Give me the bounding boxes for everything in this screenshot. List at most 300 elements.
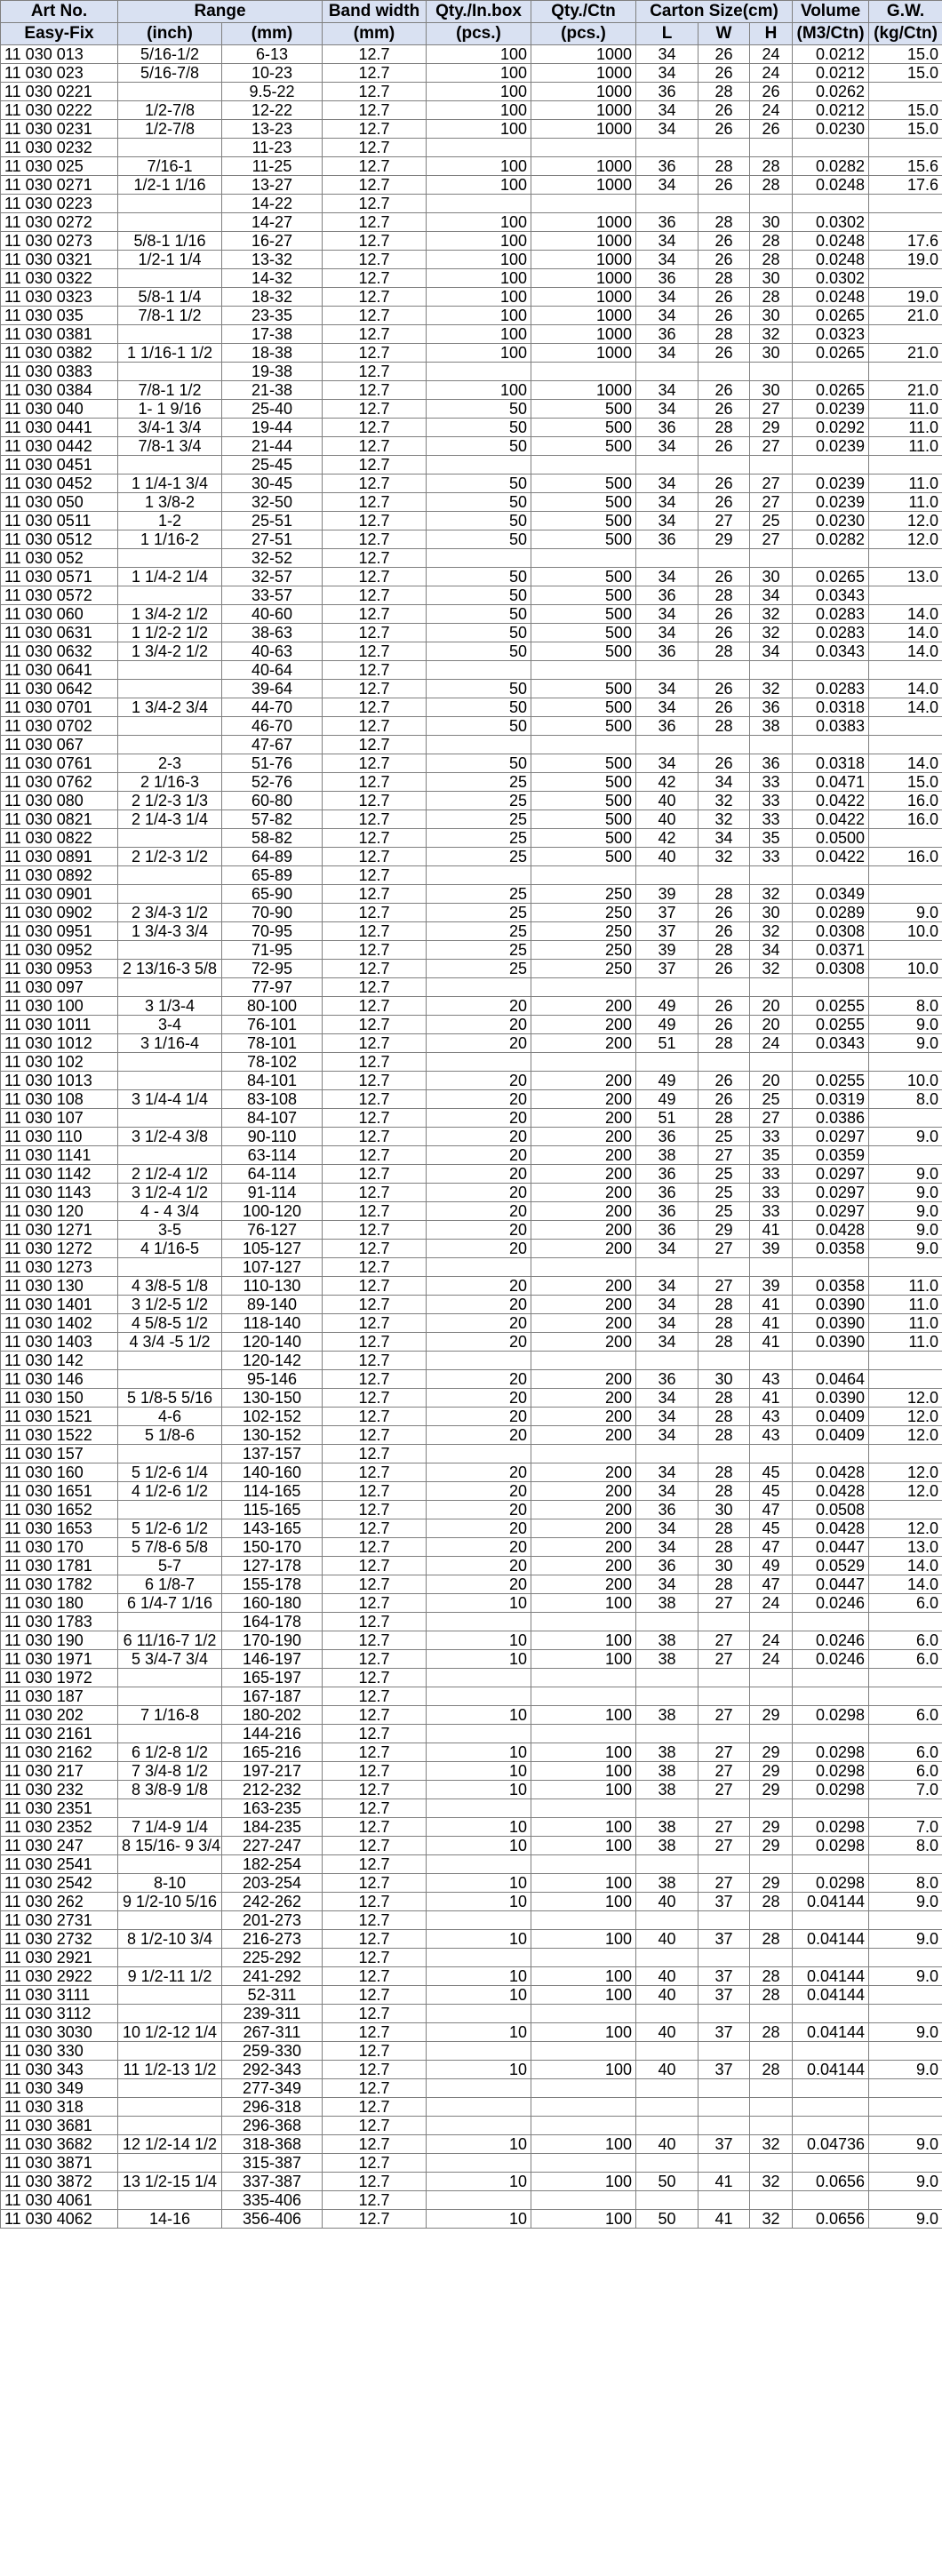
qty-ctn-cell: 200 (531, 1202, 636, 1221)
subcol-l: L (636, 23, 699, 45)
band-width-cell: 12.7 (323, 363, 427, 381)
carton-w-cell (699, 1687, 750, 1706)
gross-weight-cell (869, 1911, 942, 1930)
gross-weight-cell: 16.0 (869, 792, 942, 810)
volume-cell: 0.0447 (793, 1575, 869, 1594)
qty-inbox-cell: 10 (427, 2023, 531, 2042)
qty-ctn-cell: 1000 (531, 307, 636, 325)
gross-weight-cell (869, 269, 942, 288)
carton-w-cell: 37 (699, 2061, 750, 2079)
subcol-volume-unit: (M3/Ctn) (793, 23, 869, 45)
carton-l-cell: 34 (636, 400, 699, 419)
carton-h-cell: 33 (750, 1165, 793, 1184)
qty-inbox-cell: 100 (427, 344, 531, 363)
carton-w-cell: 28 (699, 1034, 750, 1053)
carton-w-cell: 26 (699, 45, 750, 64)
range-mm-cell: 58-82 (222, 829, 323, 848)
qty-ctn-cell: 250 (531, 885, 636, 904)
range-inch-cell: 3 1/3-4 (118, 997, 222, 1016)
art-no-cell: 11 030 0271 (1, 176, 118, 195)
gross-weight-cell: 9.0 (869, 1128, 942, 1146)
range-mm-cell: 76-101 (222, 1016, 323, 1034)
volume-cell: 0.0212 (793, 45, 869, 64)
carton-w-cell (699, 1613, 750, 1631)
band-width-cell: 12.7 (323, 1370, 427, 1389)
band-width-cell: 12.7 (323, 1072, 427, 1090)
range-inch-cell: 9 1/2-11 1/2 (118, 1967, 222, 1986)
range-inch-cell: 1 1/16-2 (118, 530, 222, 549)
table-row (1, 1146, 942, 1165)
volume-cell: 0.0248 (793, 232, 869, 251)
qty-inbox-cell: 20 (427, 1184, 531, 1202)
qty-inbox-cell (427, 1725, 531, 1743)
table-row (1, 2023, 942, 2042)
range-mm-cell: 64-89 (222, 848, 323, 866)
table-row (1, 1221, 942, 1240)
band-width-cell: 12.7 (323, 1911, 427, 1930)
qty-inbox-cell: 100 (427, 251, 531, 269)
carton-h-cell: 32 (750, 325, 793, 344)
table-row (1, 232, 942, 251)
volume-cell (793, 661, 869, 680)
carton-w-cell (699, 1258, 750, 1277)
carton-w-cell: 26 (699, 568, 750, 586)
art-no-cell: 11 030 0952 (1, 941, 118, 960)
carton-h-cell (750, 363, 793, 381)
volume-cell (793, 1911, 869, 1930)
carton-w-cell: 26 (699, 120, 750, 139)
band-width-cell: 12.7 (323, 2173, 427, 2191)
gross-weight-cell (869, 2042, 942, 2061)
art-no-cell: 11 030 1401 (1, 1296, 118, 1314)
band-width-cell: 12.7 (323, 2210, 427, 2229)
volume-cell: 0.0248 (793, 176, 869, 195)
qty-inbox-cell: 20 (427, 1519, 531, 1538)
carton-h-cell (750, 549, 793, 568)
qty-ctn-cell: 1000 (531, 325, 636, 344)
qty-ctn-cell: 200 (531, 1482, 636, 1501)
carton-h-cell: 43 (750, 1370, 793, 1389)
qty-ctn-cell: 500 (531, 419, 636, 437)
qty-ctn-cell: 200 (531, 1034, 636, 1053)
art-no-cell: 11 030 1653 (1, 1519, 118, 1538)
carton-w-cell: 32 (699, 848, 750, 866)
art-no-cell: 11 030 110 (1, 1128, 118, 1146)
qty-ctn-cell: 100 (531, 1874, 636, 1893)
band-width-cell: 12.7 (323, 1296, 427, 1314)
range-mm-cell: 40-60 (222, 605, 323, 624)
art-no-cell: 11 030 1141 (1, 1146, 118, 1165)
band-width-cell: 12.7 (323, 232, 427, 251)
qty-inbox-cell: 10 (427, 1781, 531, 1799)
qty-inbox-cell: 10 (427, 1893, 531, 1911)
carton-w-cell: 26 (699, 1016, 750, 1034)
gross-weight-cell (869, 941, 942, 960)
qty-ctn-cell: 200 (531, 997, 636, 1016)
art-no-cell: 11 030 202 (1, 1706, 118, 1725)
qty-ctn-cell (531, 2154, 636, 2173)
carton-l-cell (636, 1687, 699, 1706)
table-row (1, 2191, 942, 2210)
carton-l-cell (636, 2005, 699, 2023)
art-no-cell: 11 030 170 (1, 1538, 118, 1557)
range-inch-cell: 7 3/4-8 1/2 (118, 1762, 222, 1781)
carton-w-cell: 27 (699, 1874, 750, 1893)
qty-ctn-cell: 1000 (531, 64, 636, 83)
range-inch-cell: 7/8-1 3/4 (118, 437, 222, 456)
carton-l-cell: 36 (636, 83, 699, 101)
art-no-cell: 11 030 343 (1, 2061, 118, 2079)
table-row (1, 1240, 942, 1258)
carton-l-cell: 36 (636, 157, 699, 176)
carton-h-cell: 41 (750, 1389, 793, 1408)
volume-cell: 0.0343 (793, 586, 869, 605)
qty-inbox-cell: 20 (427, 1482, 531, 1501)
qty-inbox-cell: 25 (427, 773, 531, 792)
range-mm-cell: 146-197 (222, 1650, 323, 1669)
volume-cell: 0.0359 (793, 1146, 869, 1165)
range-inch-cell: 1/2-1 1/4 (118, 251, 222, 269)
gross-weight-cell: 14.0 (869, 698, 942, 717)
col-qty-inbox: Qty./In.box (427, 1, 531, 23)
art-no-cell: 11 030 0953 (1, 960, 118, 978)
qty-ctn-cell: 200 (531, 1463, 636, 1482)
volume-cell: 0.0262 (793, 83, 869, 101)
table-row (1, 624, 942, 642)
carton-h-cell: 28 (750, 1967, 793, 1986)
range-inch-cell (118, 195, 222, 213)
qty-inbox-cell: 50 (427, 530, 531, 549)
range-inch-cell: 5 7/8-6 5/8 (118, 1538, 222, 1557)
carton-w-cell: 29 (699, 1221, 750, 1240)
art-no-cell: 11 030 0761 (1, 754, 118, 773)
carton-h-cell: 27 (750, 400, 793, 419)
qty-ctn-cell (531, 1669, 636, 1687)
range-inch-cell: 3-4 (118, 1016, 222, 1034)
carton-l-cell: 34 (636, 1314, 699, 1333)
table-row (1, 2079, 942, 2098)
range-inch-cell: 5/16-1/2 (118, 45, 222, 64)
col-volume: Volume (793, 1, 869, 23)
range-mm-cell: 84-107 (222, 1109, 323, 1128)
volume-cell (793, 1949, 869, 1967)
qty-ctn-cell: 500 (531, 400, 636, 419)
carton-h-cell: 38 (750, 717, 793, 736)
range-mm-cell: 21-44 (222, 437, 323, 456)
carton-l-cell: 36 (636, 642, 699, 661)
volume-cell: 0.0409 (793, 1408, 869, 1426)
band-width-cell: 12.7 (323, 1874, 427, 1893)
range-mm-cell: 71-95 (222, 941, 323, 960)
qty-ctn-cell: 200 (531, 1090, 636, 1109)
carton-h-cell: 28 (750, 1893, 793, 1911)
table-row (1, 792, 942, 810)
range-mm-cell: 14-22 (222, 195, 323, 213)
band-width-cell: 12.7 (323, 941, 427, 960)
qty-ctn-cell: 200 (531, 1221, 636, 1240)
volume-cell: 0.0390 (793, 1333, 869, 1352)
range-mm-cell: 296-318 (222, 2098, 323, 2117)
table-row (1, 866, 942, 885)
carton-w-cell: 25 (699, 1184, 750, 1202)
carton-l-cell: 36 (636, 269, 699, 288)
band-width-cell: 12.7 (323, 83, 427, 101)
gross-weight-cell (869, 1949, 942, 1967)
table-row (1, 1687, 942, 1706)
art-no-cell: 11 030 3112 (1, 2005, 118, 2023)
volume-cell (793, 1687, 869, 1706)
carton-w-cell (699, 1445, 750, 1463)
qty-inbox-cell: 25 (427, 922, 531, 941)
carton-h-cell (750, 1725, 793, 1743)
qty-ctn-cell (531, 866, 636, 885)
carton-h-cell: 26 (750, 83, 793, 101)
subcol-band-mm: (mm) (323, 23, 427, 45)
band-width-cell: 12.7 (323, 1818, 427, 1837)
qty-inbox-cell (427, 2191, 531, 2210)
table-row (1, 1855, 942, 1874)
range-inch-cell: 3-5 (118, 1221, 222, 1240)
volume-cell: 0.0358 (793, 1240, 869, 1258)
carton-h-cell: 41 (750, 1296, 793, 1314)
gross-weight-cell: 9.0 (869, 1240, 942, 1258)
qty-inbox-cell (427, 2117, 531, 2135)
band-width-cell: 12.7 (323, 1986, 427, 2005)
qty-ctn-cell: 100 (531, 1706, 636, 1725)
art-no-cell: 11 030 2161 (1, 1725, 118, 1743)
band-width-cell: 12.7 (323, 1837, 427, 1855)
table-row (1, 195, 942, 213)
gross-weight-cell: 12.0 (869, 1482, 942, 1501)
qty-ctn-cell: 1000 (531, 157, 636, 176)
volume-cell: 0.0246 (793, 1594, 869, 1613)
volume-cell: 0.0292 (793, 419, 869, 437)
art-no-cell: 11 030 0231 (1, 120, 118, 139)
art-no-cell: 11 030 025 (1, 157, 118, 176)
table-row (1, 1296, 942, 1314)
carton-h-cell: 20 (750, 1072, 793, 1090)
band-width-cell: 12.7 (323, 437, 427, 456)
range-mm-cell: 259-330 (222, 2042, 323, 2061)
gross-weight-cell: 12.0 (869, 1426, 942, 1445)
table-row (1, 1986, 942, 2005)
volume-cell (793, 736, 869, 754)
qty-inbox-cell: 100 (427, 213, 531, 232)
gross-weight-cell (869, 1146, 942, 1165)
gross-weight-cell: 9.0 (869, 2210, 942, 2229)
table-row (1, 1911, 942, 1930)
art-no-cell: 11 030 1522 (1, 1426, 118, 1445)
carton-h-cell: 33 (750, 773, 793, 792)
table-row (1, 1762, 942, 1781)
range-mm-cell: 150-170 (222, 1538, 323, 1557)
range-inch-cell: 3 1/16-4 (118, 1034, 222, 1053)
art-no-cell: 11 030 2921 (1, 1949, 118, 1967)
qty-ctn-cell: 500 (531, 792, 636, 810)
qty-inbox-cell: 100 (427, 325, 531, 344)
volume-cell: 0.0390 (793, 1296, 869, 1314)
carton-h-cell: 30 (750, 344, 793, 363)
volume-cell: 0.0212 (793, 101, 869, 120)
range-mm-cell: 144-216 (222, 1725, 323, 1743)
gross-weight-cell: 9.0 (869, 2173, 942, 2191)
band-width-cell: 12.7 (323, 176, 427, 195)
carton-l-cell: 34 (636, 437, 699, 456)
gross-weight-cell (869, 1053, 942, 1072)
qty-ctn-cell: 100 (531, 1631, 636, 1650)
carton-w-cell: 26 (699, 1072, 750, 1090)
qty-inbox-cell: 20 (427, 1426, 531, 1445)
table-row (1, 642, 942, 661)
volume-cell: 0.0265 (793, 307, 869, 325)
carton-w-cell (699, 1949, 750, 1967)
volume-cell: 0.0308 (793, 922, 869, 941)
range-inch-cell: 5/16-7/8 (118, 64, 222, 83)
carton-w-cell (699, 2079, 750, 2098)
table-row (1, 1389, 942, 1408)
gross-weight-cell: 7.0 (869, 1781, 942, 1799)
art-no-cell: 11 030 1403 (1, 1333, 118, 1352)
art-no-cell: 11 030 2732 (1, 1930, 118, 1949)
gross-weight-cell: 9.0 (869, 1184, 942, 1202)
range-inch-cell: 3/4-1 3/4 (118, 419, 222, 437)
qty-inbox-cell (427, 2079, 531, 2098)
range-inch-cell: 4-6 (118, 1408, 222, 1426)
table-row (1, 717, 942, 736)
carton-h-cell (750, 866, 793, 885)
qty-inbox-cell: 25 (427, 829, 531, 848)
range-inch-cell: 13 1/2-15 1/4 (118, 2173, 222, 2191)
volume-cell: 0.0239 (793, 400, 869, 419)
qty-inbox-cell: 25 (427, 904, 531, 922)
carton-h-cell: 35 (750, 1146, 793, 1165)
carton-l-cell: 49 (636, 997, 699, 1016)
carton-l-cell: 38 (636, 1650, 699, 1669)
art-no-cell: 11 030 0232 (1, 139, 118, 157)
carton-h-cell (750, 1799, 793, 1818)
table-row (1, 1314, 942, 1333)
qty-inbox-cell: 20 (427, 1314, 531, 1333)
art-no-cell: 11 030 150 (1, 1389, 118, 1408)
gross-weight-cell: 6.0 (869, 1706, 942, 1725)
qty-ctn-cell (531, 1613, 636, 1631)
qty-ctn-cell (531, 1799, 636, 1818)
range-inch-cell (118, 1949, 222, 1967)
range-mm-cell: 40-64 (222, 661, 323, 680)
range-mm-cell: 52-311 (222, 1986, 323, 2005)
col-gw: G.W. (869, 1, 942, 23)
art-no-cell: 11 030 2731 (1, 1911, 118, 1930)
range-mm-cell: 239-311 (222, 2005, 323, 2023)
carton-w-cell: 30 (699, 1501, 750, 1519)
gross-weight-cell: 14.0 (869, 680, 942, 698)
carton-l-cell: 34 (636, 307, 699, 325)
table-row (1, 325, 942, 344)
volume-cell: 0.0318 (793, 754, 869, 773)
band-width-cell: 12.7 (323, 717, 427, 736)
volume-cell: 0.0265 (793, 344, 869, 363)
volume-cell: 0.0302 (793, 269, 869, 288)
carton-l-cell: 37 (636, 922, 699, 941)
carton-l-cell: 34 (636, 120, 699, 139)
table-row (1, 1631, 942, 1650)
range-inch-cell (118, 866, 222, 885)
art-no-cell: 11 030 2542 (1, 1874, 118, 1893)
volume-cell: 0.0212 (793, 64, 869, 83)
range-mm-cell: 225-292 (222, 1949, 323, 1967)
qty-inbox-cell: 10 (427, 1967, 531, 1986)
carton-h-cell: 32 (750, 960, 793, 978)
carton-w-cell: 27 (699, 1837, 750, 1855)
qty-ctn-cell: 500 (531, 717, 636, 736)
art-no-cell: 11 030 0442 (1, 437, 118, 456)
range-inch-cell: 4 5/8-5 1/2 (118, 1314, 222, 1333)
range-mm-cell: 13-27 (222, 176, 323, 195)
band-width-cell: 12.7 (323, 1501, 427, 1519)
volume-cell: 0.0656 (793, 2210, 869, 2229)
art-no-cell: 11 030 040 (1, 400, 118, 419)
carton-w-cell: 27 (699, 1781, 750, 1799)
range-mm-cell: 337-387 (222, 2173, 323, 2191)
carton-h-cell: 39 (750, 1277, 793, 1296)
table-row (1, 1016, 942, 1034)
table-row (1, 1463, 942, 1482)
table-row (1, 661, 942, 680)
range-mm-cell: 197-217 (222, 1762, 323, 1781)
qty-ctn-cell: 100 (531, 1986, 636, 2005)
range-inch-cell (118, 2191, 222, 2210)
range-inch-cell (118, 269, 222, 288)
range-inch-cell: 4 1/16-5 (118, 1240, 222, 1258)
qty-ctn-cell (531, 2079, 636, 2098)
carton-w-cell (699, 195, 750, 213)
qty-inbox-cell: 50 (427, 680, 531, 698)
subcol-w: W (699, 23, 750, 45)
qty-ctn-cell: 200 (531, 1296, 636, 1314)
volume-cell: 0.0298 (793, 1706, 869, 1725)
qty-inbox-cell: 20 (427, 1016, 531, 1034)
subcol-inbox-pcs: (pcs.) (427, 23, 531, 45)
table-row (1, 586, 942, 605)
gross-weight-cell: 11.0 (869, 419, 942, 437)
carton-w-cell: 34 (699, 829, 750, 848)
band-width-cell: 12.7 (323, 1799, 427, 1818)
carton-w-cell: 26 (699, 381, 750, 400)
qty-ctn-cell: 200 (531, 1389, 636, 1408)
range-mm-cell: 25-40 (222, 400, 323, 419)
volume-cell: 0.0422 (793, 810, 869, 829)
art-no-cell: 11 030 0452 (1, 475, 118, 493)
carton-w-cell: 28 (699, 1408, 750, 1426)
qty-inbox-cell (427, 661, 531, 680)
carton-w-cell (699, 456, 750, 475)
band-width-cell: 12.7 (323, 1725, 427, 1743)
range-mm-cell: 107-127 (222, 1258, 323, 1277)
art-no-cell: 11 030 187 (1, 1687, 118, 1706)
art-no-cell: 11 030 318 (1, 2098, 118, 2117)
qty-ctn-cell: 1000 (531, 251, 636, 269)
art-no-cell: 11 030 0221 (1, 83, 118, 101)
qty-inbox-cell: 20 (427, 1408, 531, 1426)
gross-weight-cell: 10.0 (869, 922, 942, 941)
qty-inbox-cell: 100 (427, 64, 531, 83)
art-no-cell: 11 030 0512 (1, 530, 118, 549)
art-no-cell: 11 030 1142 (1, 1165, 118, 1184)
art-no-cell: 11 030 1272 (1, 1240, 118, 1258)
carton-h-cell: 32 (750, 2173, 793, 2191)
art-no-cell: 11 030 120 (1, 1202, 118, 1221)
qty-ctn-cell (531, 456, 636, 475)
